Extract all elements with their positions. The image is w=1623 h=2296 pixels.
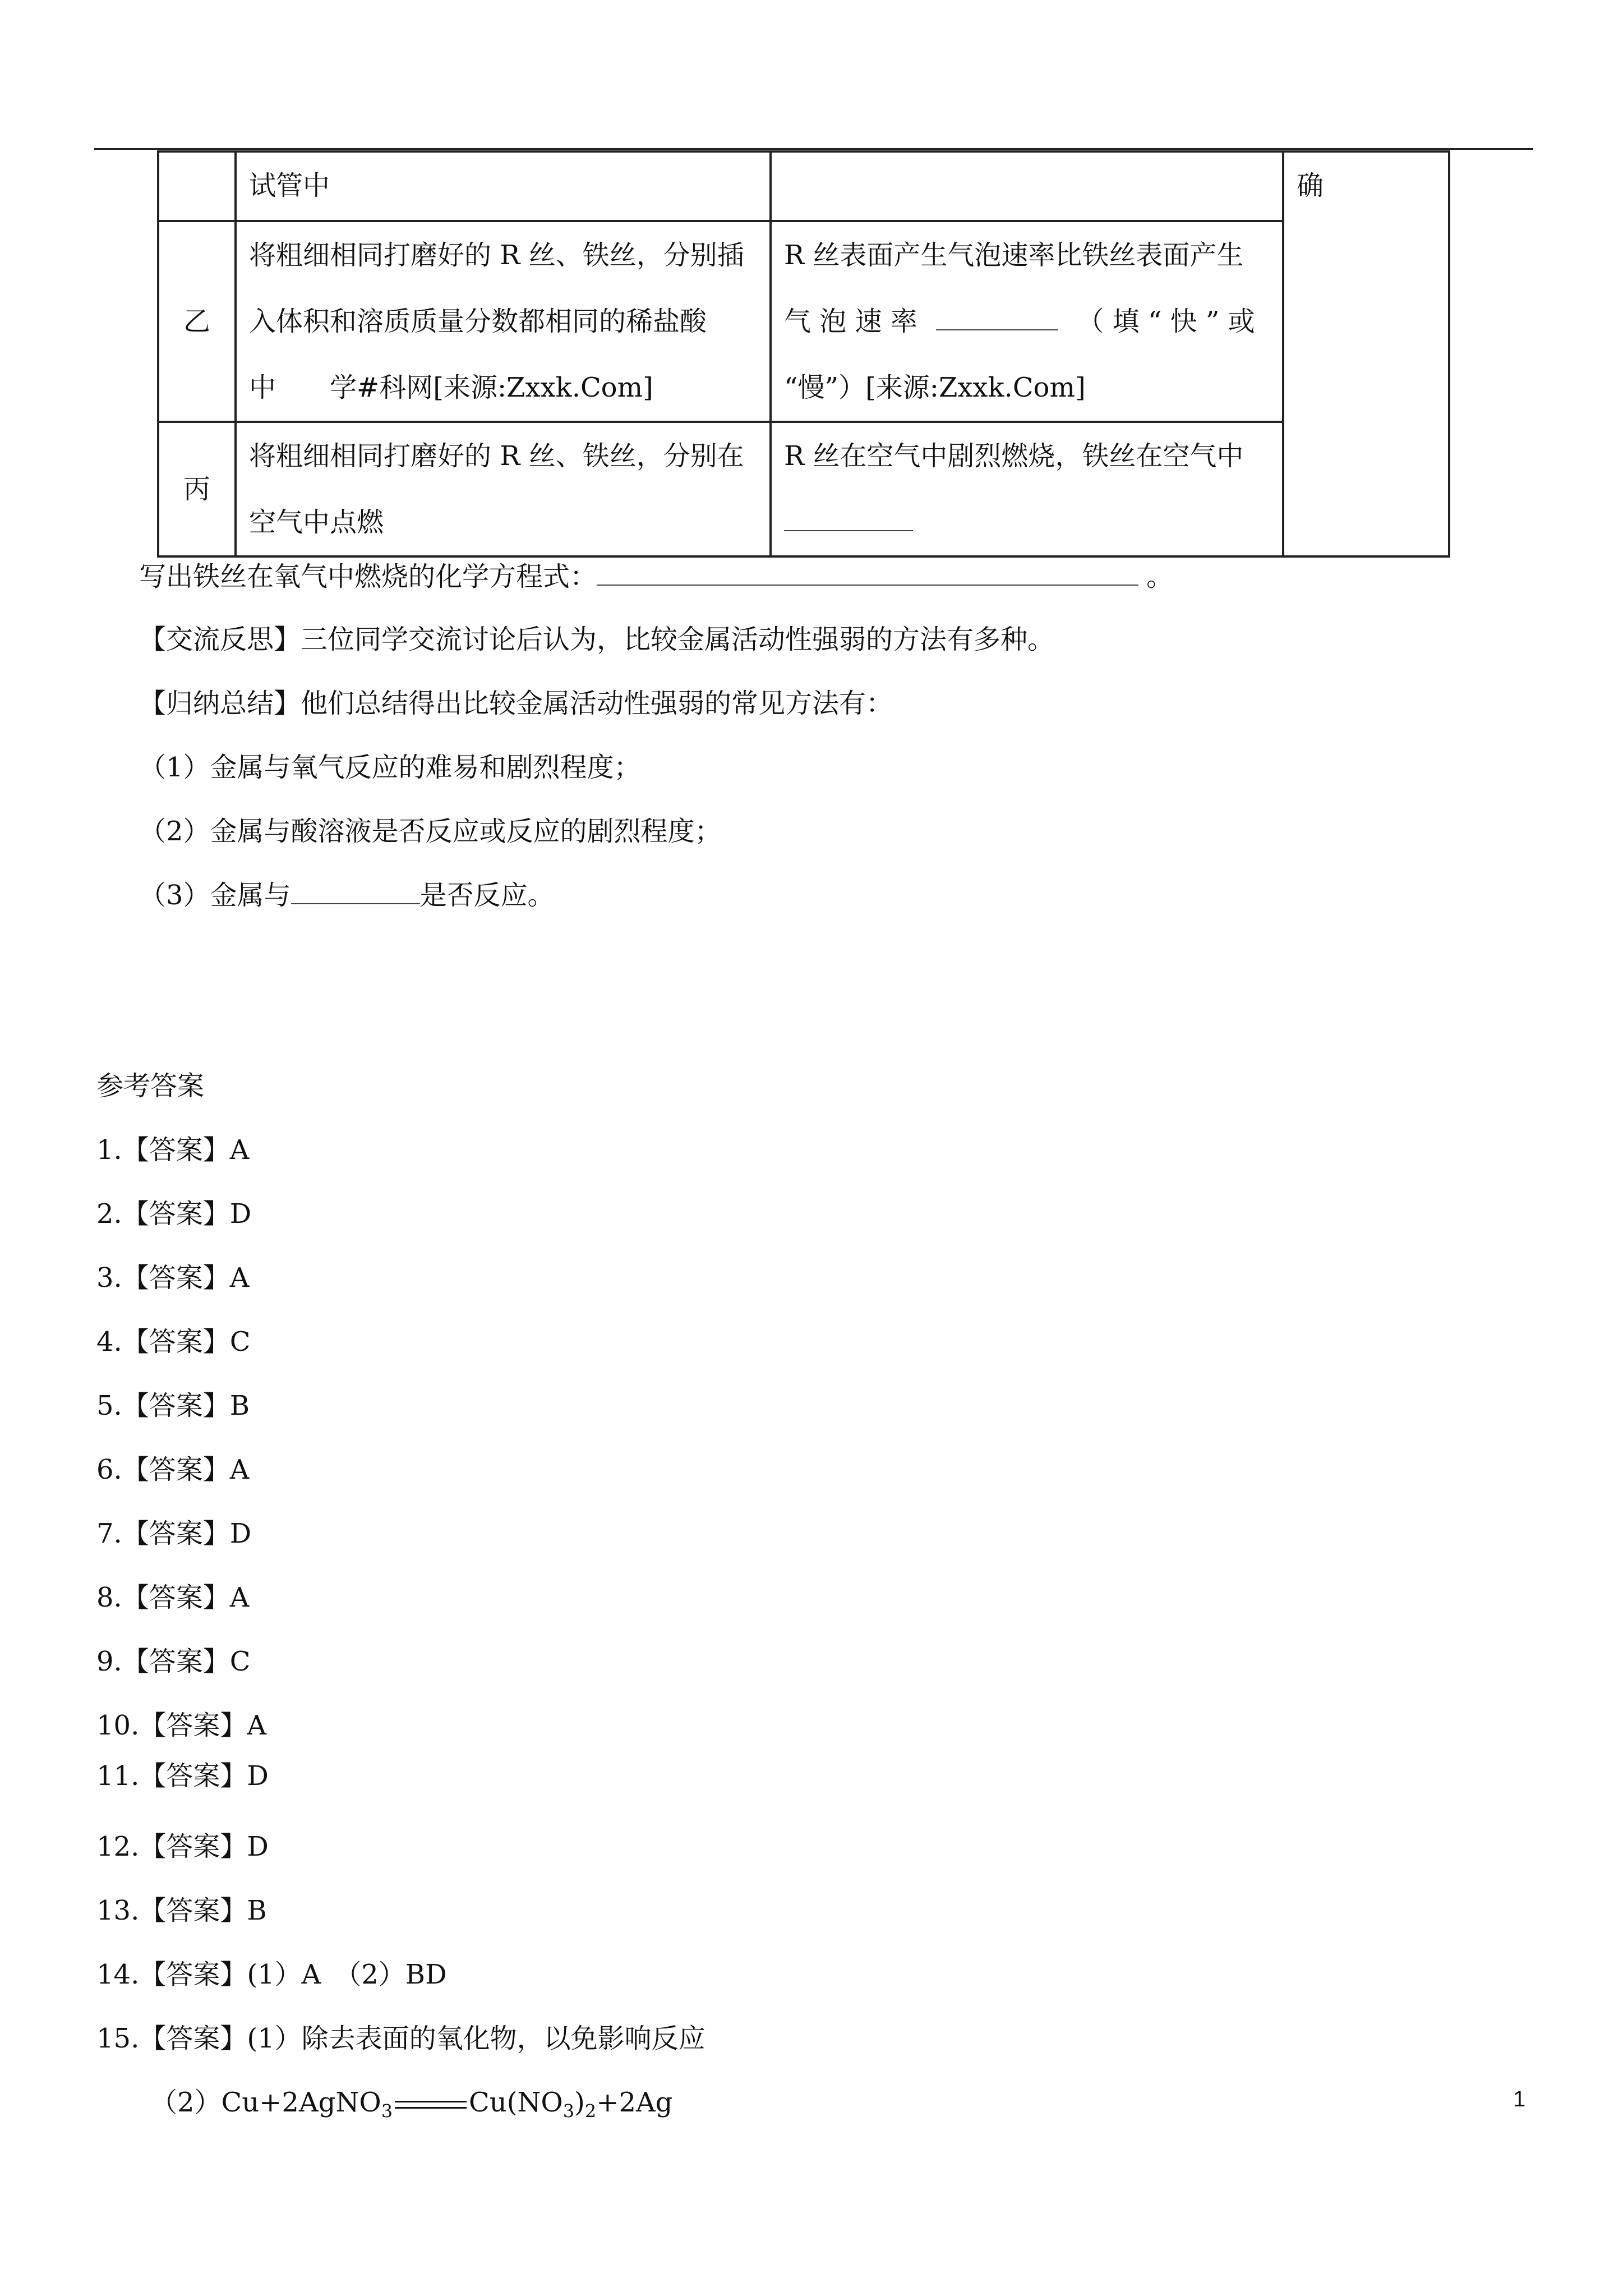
header-rule xyxy=(94,148,1533,150)
method-item: （1）金属与氧气反应的难易和剧烈程度； xyxy=(139,752,641,783)
answer-item: 15.【答案】(1）除去表面的氧化物，以免影响反应 xyxy=(96,2023,706,2054)
answer-item: 2.【答案】D xyxy=(96,1198,252,1230)
answer-item: 9.【答案】C xyxy=(96,1646,251,1677)
operation-line: 将粗细相同打磨好的 R 丝、铁丝，分别插 xyxy=(249,240,744,271)
operation-line: 空气中点燃 xyxy=(249,507,384,538)
page-number: 1 xyxy=(1513,2087,1526,2111)
equation-subscript: 2 xyxy=(584,2100,597,2122)
phenomenon-cell xyxy=(771,221,1283,422)
equals-sign xyxy=(395,2101,467,2109)
phenomenon-cell xyxy=(771,151,1283,221)
experiment-table xyxy=(157,150,1450,558)
table-row xyxy=(158,221,1449,422)
phenomenon-text: （ 填 “ 快 ” 或 xyxy=(1077,306,1255,337)
phenomenon-line xyxy=(784,489,1270,555)
operation-cell xyxy=(236,422,771,556)
answers-title: 参考答案 xyxy=(96,1070,205,1102)
answer-item: 11.【答案】D xyxy=(96,1760,269,1792)
method-item: （2）金属与酸溶液是否反应或反应的剧烈程度； xyxy=(139,816,722,847)
operation-line: 中 学#科网[来源:Zxxk.Com] xyxy=(249,372,653,403)
operation-line: 入体积和溶质质量分数都相同的稀盐酸 xyxy=(249,306,707,337)
method-item xyxy=(139,878,555,912)
summary-text: 【归纳总结】他们总结得出比较金属活动性强弱的常见方法有： xyxy=(139,688,893,719)
equation-part: Cu(NO xyxy=(469,2087,563,2118)
fill-blank[interactable] xyxy=(936,307,1058,330)
answer-item: 7.【答案】D xyxy=(96,1518,252,1549)
answer-item: 6.【答案】A xyxy=(96,1454,250,1485)
row-id-cell: 丙 xyxy=(158,422,236,556)
phenomenon-line xyxy=(784,288,1270,355)
answer-item: 14.【答案】(1）A （2）BD xyxy=(96,1959,447,1990)
table-row xyxy=(158,422,1449,556)
answer-equation xyxy=(150,2086,672,2128)
equation-prompt: 写出铁丝在氧气中燃烧的化学方程式： xyxy=(139,561,597,592)
equation-part: （2）Cu+2AgNO xyxy=(150,2087,381,2118)
answer-item: 1.【答案】A xyxy=(96,1134,250,1166)
fill-blank[interactable] xyxy=(597,562,1138,586)
phenomenon-line: R 丝在空气中剧烈燃烧，铁丝在空气中 xyxy=(784,440,1244,472)
answer-item: 4.【答案】C xyxy=(96,1326,251,1358)
answer-item: 10.【答案】A xyxy=(96,1710,267,1741)
operation-line: 将粗细相同打磨好的 R 丝、铁丝，分别在 xyxy=(249,440,744,472)
answer-item: 5.【答案】B xyxy=(96,1390,250,1421)
equation-part: ) xyxy=(574,2087,585,2118)
answer-item: 3.【答案】A xyxy=(96,1262,250,1294)
phenomenon-line: “慢”）[来源:Zxxk.Com] xyxy=(784,372,1086,403)
operation-cell xyxy=(236,221,771,422)
fill-blank[interactable] xyxy=(291,881,420,904)
fill-blank[interactable] xyxy=(784,508,913,531)
row-id-cell: 乙 xyxy=(158,221,236,422)
operation-cell: 试管中 xyxy=(236,151,771,221)
conclusion-cell: 确 xyxy=(1283,151,1449,556)
table-row xyxy=(158,151,1449,221)
method-text: （3）金属与 xyxy=(139,880,291,911)
reflection-text: 【交流反思】三位同学交流讨论后认为，比较金属活动性强弱的方法有多种。 xyxy=(139,624,1055,655)
equation-part: +2Ag xyxy=(596,2087,673,2118)
equation-subscript: 3 xyxy=(562,2100,575,2122)
row-id-cell xyxy=(158,151,236,221)
equation-subscript: 3 xyxy=(381,2100,393,2122)
phenomenon-line: R 丝表面产生气泡速率比铁丝表面产生 xyxy=(784,240,1244,271)
phenomenon-text: 气 泡 速 率 xyxy=(784,306,917,337)
equation-end: 。 xyxy=(1146,561,1174,592)
phenomenon-cell xyxy=(771,422,1283,556)
answer-item: 8.【答案】A xyxy=(96,1582,250,1613)
equation-question xyxy=(139,560,1173,593)
method-text: 是否反应。 xyxy=(419,880,555,911)
answer-item: 12.【答案】D xyxy=(96,1831,269,1862)
answer-item: 13.【答案】B xyxy=(96,1895,267,1926)
